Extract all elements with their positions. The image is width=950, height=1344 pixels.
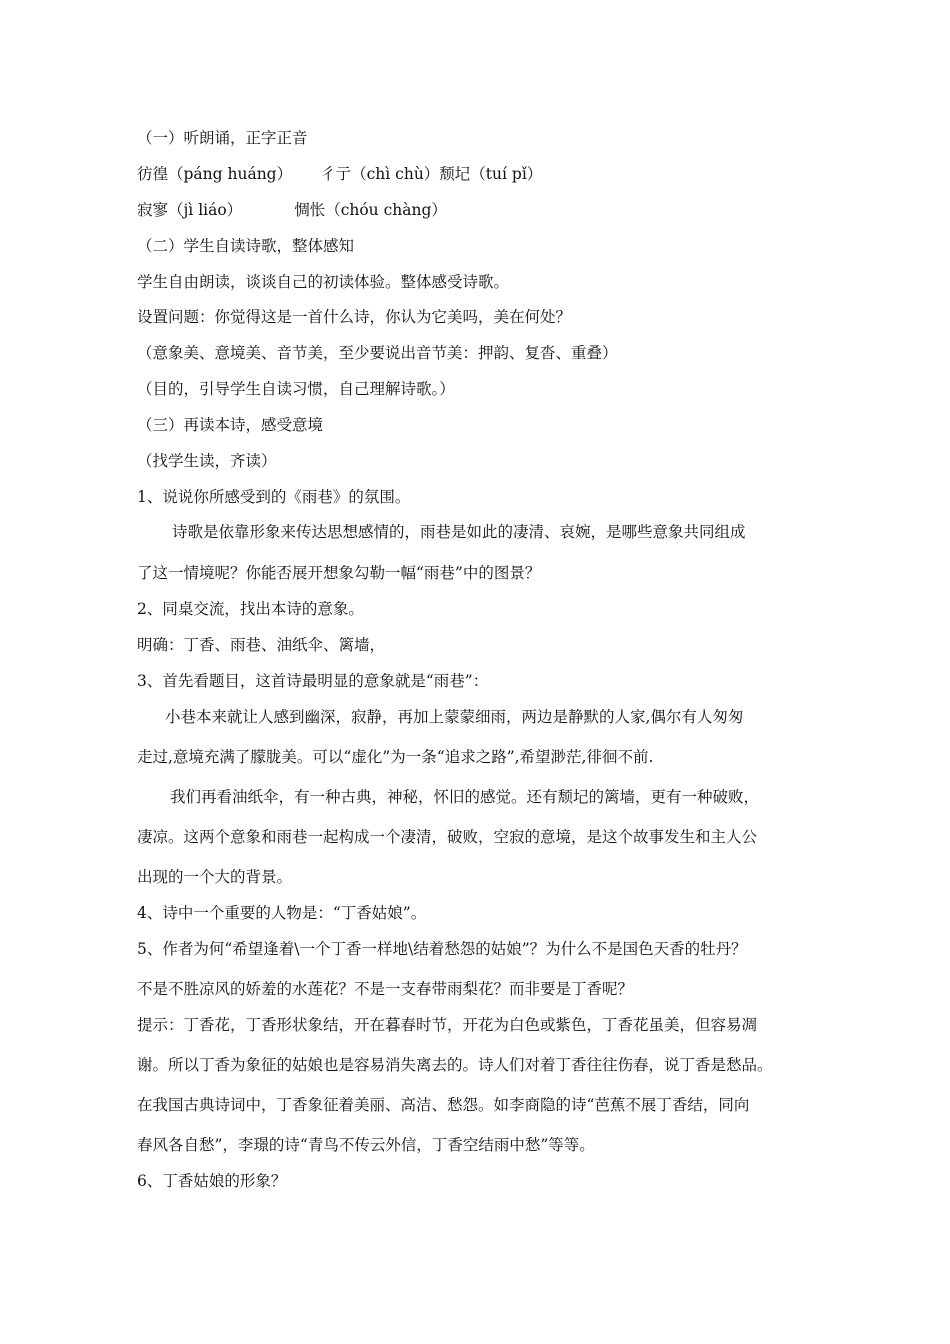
- numbered-item-1: 1、说说你所感受到的《雨巷》的氛围。: [137, 488, 411, 506]
- paragraph-line: 明确：丁香、雨巷、油纸伞、篱墙，: [137, 636, 386, 654]
- pronunciation-line-1: [137, 164, 542, 184]
- paragraph-line: 谢。所以丁香为象征的姑娘也是容易消失离去的。诗人们对着丁香往往伤春，说丁香是愁品。: [137, 1056, 773, 1074]
- paragraph-line: 提示：丁香花，丁香形状象结，开在暮春时节，开花为白色或紫色，丁香花虽美，但容易凋: [137, 1016, 758, 1034]
- section-heading-2: （二）学生自读诗歌，整体感知: [137, 237, 355, 255]
- numbered-item-2: 2、同桌交流，找出本诗的意象。: [137, 600, 364, 618]
- paragraph-line: 凄凉。这两个意象和雨巷一起构成一个凄清，破败，空寂的意境，是这个故事发生和主人公: [137, 828, 758, 846]
- pronunciation-line-2: [137, 200, 447, 220]
- paragraph-line: 诗歌是依靠形象来传达思想感情的，雨巷是如此的凄清、哀婉，是哪些意象共同组成: [172, 523, 746, 541]
- section-heading-3: （三）再读本诗，感受意境: [137, 416, 324, 434]
- paragraph-line: （找学生读，齐读）: [137, 452, 277, 470]
- numbered-item-4: 4、诗中一个重要的人物是：“丁香姑娘”。: [137, 904, 427, 922]
- pronunciation-jiliao: 寂寥（jì liáo）: [137, 201, 243, 219]
- numbered-item-6: 6、丁香姑娘的形象？: [137, 1172, 287, 1190]
- paragraph-line: 出现的一个大的背景。: [137, 868, 293, 886]
- paragraph-line: 春风各自愁”，李璟的诗“青鸟不传云外信，丁香空结雨中愁”等等。: [137, 1136, 595, 1154]
- pronunciation-panghuang: 彷徨（páng huáng）: [137, 165, 293, 183]
- paragraph-line: 了这一情境呢？你能否展开想象勾勒一幅“雨巷”中的图景？: [137, 564, 541, 582]
- paragraph-line: 在我国古典诗词中，丁香象征着美丽、高洁、愁怨。如李商隐的诗“芭蕉不展丁香结，同向: [137, 1096, 750, 1114]
- paragraph-line: 走过,意境充满了朦胧美。可以“虚化”为一条“追求之路”,希望渺茫,徘徊不前.: [137, 748, 654, 766]
- paragraph-line: 不是不胜凉风的娇羞的水莲花？不是一支春带雨梨花？而非要是丁香呢？: [137, 980, 634, 998]
- paragraph-line: （意象美、意境美、音节美，至少要说出音节美：押韵、复沓、重叠）: [137, 344, 618, 362]
- paragraph-line: （目的，引导学生自读习惯，自己理解诗歌。）: [137, 380, 455, 398]
- pronunciation-chichu-tuipi: 彳亍（chì chù）颓圮（tuí pǐ）: [320, 165, 543, 183]
- paragraph-line: 小巷本来就让人感到幽深，寂静，再加上蒙蒙细雨，两边是静默的人家,偶尔有人匆匆: [165, 708, 744, 726]
- paragraph-line: 我们再看油纸伞，有一种古典，神秘，怀旧的感觉。还有颓圮的篱墙，更有一种破败，: [170, 788, 760, 806]
- pronunciation-chouchang: 惆怅（chóu chàng）: [294, 201, 447, 219]
- paragraph-line: 学生自由朗读，谈谈自己的初读体验。整体感受诗歌。: [137, 273, 510, 291]
- paragraph-line: 设置问题：你觉得这是一首什么诗，你认为它美吗，美在何处？: [137, 308, 572, 326]
- numbered-item-5: 5、作者为何“希望逢着\一个丁香一样地\结着愁怨的姑娘”？为什么不是国色天香的牡丹？: [137, 940, 747, 958]
- section-heading-1: （一）听朗诵，正字正音: [137, 129, 308, 147]
- numbered-item-3: 3、首先看题目，这首诗最明显的意象就是“雨巷”：: [137, 672, 489, 690]
